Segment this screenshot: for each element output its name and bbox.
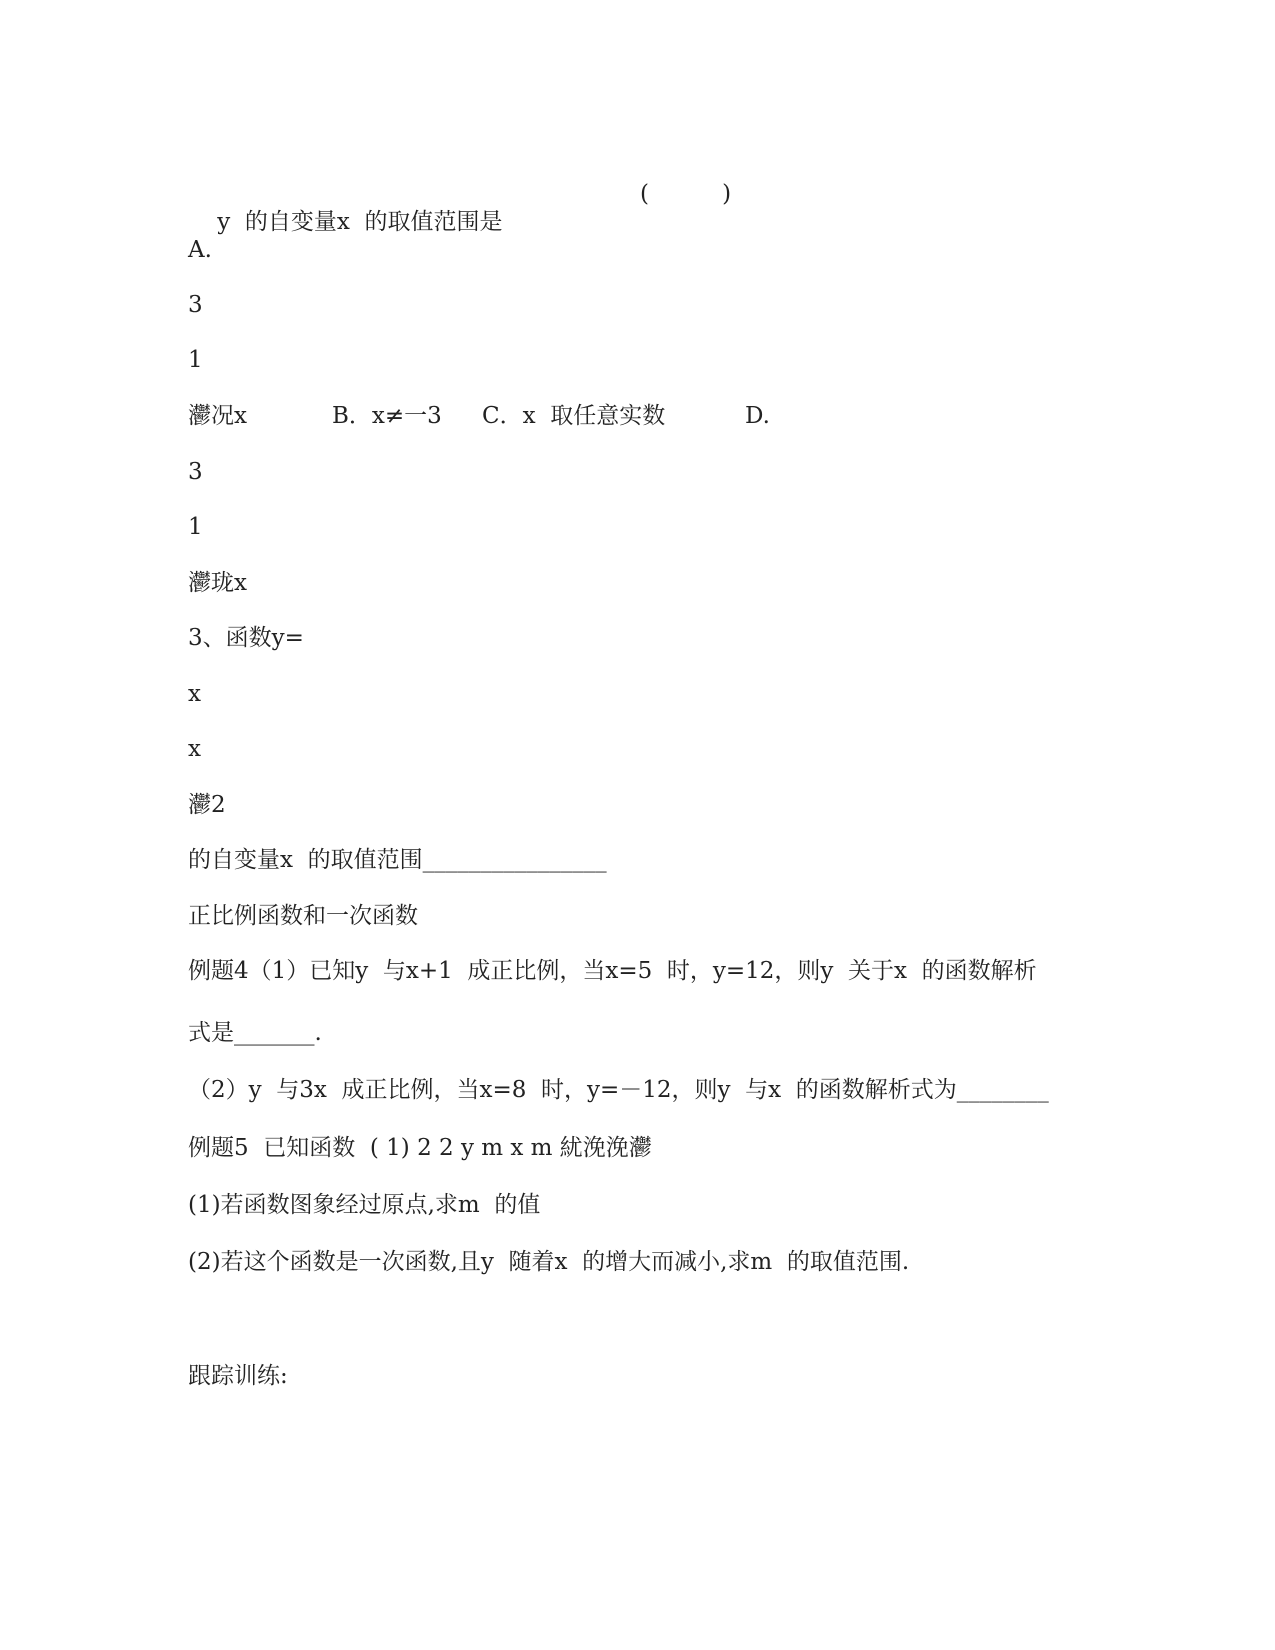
example-4-part-1-continued: 式是_______. xyxy=(188,1020,322,1046)
example-5-title: 例题5 已知函数 ( 1) 2 2 y m x m 紌浼浼灪 xyxy=(188,1135,652,1161)
section-heading: 正比例函数和一次函数 xyxy=(188,903,418,929)
question-stem-text: y 的自变量x 的取值范围是 xyxy=(217,209,503,235)
fraction-numerator: 1 xyxy=(188,514,203,540)
example-5-part-1: (1)若函数图象经过原点,求m 的值 xyxy=(188,1192,541,1218)
option-a-label: A. xyxy=(188,237,212,263)
question-stem xyxy=(188,180,732,292)
fraction-denominator: 3 xyxy=(188,292,203,318)
formula-fragment: x xyxy=(188,736,201,762)
option-d-text: D. xyxy=(745,403,770,429)
formula-fragment: 灪2 xyxy=(188,792,226,818)
question-3-title: 3、函数y= xyxy=(188,625,304,651)
example-5-part-2: (2)若这个函数是一次函数,且y 随着x 的增大而减小,求m 的取值范围. xyxy=(188,1249,910,1275)
practice-heading: 跟踪训练: xyxy=(188,1363,288,1389)
option-d-text: 灪珑x xyxy=(188,570,247,596)
fraction-numerator: 1 xyxy=(188,347,203,373)
option-c-text: C．x 取任意实数 xyxy=(482,403,666,429)
option-b-text: B．x≠一3 xyxy=(332,403,442,429)
answer-parentheses: ( ) xyxy=(640,181,732,207)
example-4-part-2: （2）y 与3x 成正比例，当x=8 时，y=－12，则y 与x 的函数解析式为________ xyxy=(188,1077,1049,1103)
fraction-denominator: 3 xyxy=(188,459,203,485)
formula-fragment: x xyxy=(188,681,201,707)
option-a-text: 灪况x xyxy=(188,403,247,429)
question-3-text: 的自变量x 的取值范围________________ xyxy=(188,847,607,873)
example-4-part-1: 例题4（1）已知y 与x+1 成正比例，当x=5 时，y=12，则y 关于x 的函数解析 xyxy=(188,958,1037,984)
options-row xyxy=(188,402,1088,570)
